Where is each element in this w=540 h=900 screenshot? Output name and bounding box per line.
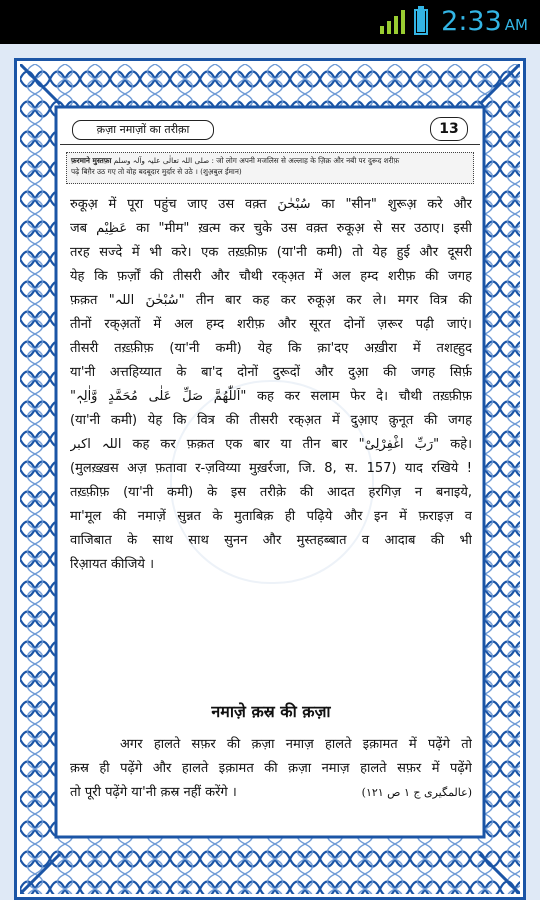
text-line: (मुलख़्ख़स अज़ फ़तावा र-ज़विय्या मुख़र्रजा, जि. 8, स. 157) याद रखिये ! <box>70 461 472 476</box>
text-line: तीसरी तख़्फ़ीफ़ (या'नी कमी) येह कि क़ा'दए अख़ीरा में तशह्हुद <box>70 341 472 356</box>
hadith-text: : जो लोग अपनी मजलिस से अल्लाह के ज़िक्र और नबी पर दुरूद शरीफ़ <box>211 156 400 165</box>
body-text <box>70 193 472 577</box>
text-line: जब عَظِیْم का "मीम" ख़त्म कर चुके उस वक़्त रुकूअ़ से सर उठाए। इसी <box>70 221 472 236</box>
signal-icon <box>379 10 405 34</box>
text-line-content: तो पूरी पढ़ेंगे या'नी क़स्र नहीं करेंगे । <box>70 785 237 800</box>
text-line: वाजिबात के साथ साथ सुनन और मुस्तहब्बात व आदाब की भी <box>70 533 472 548</box>
hadith-text-2: पढ़े बिग़ैर उठ गए तो वोह बदबूदार मुर्दार से उठे । (शुअ़बुल ईमान) <box>71 167 242 176</box>
text-line: या'नी अत्तहिय्यात के बा'द दोनों दुरूदों और दुआ़ की जगह सिर्फ़ <box>70 365 472 380</box>
body-text-2 <box>70 733 472 805</box>
clock: 2:33 AM <box>441 6 528 37</box>
hadith-arabic: صلی اللہ تعالٰی علیہ وآلہ وسلم <box>113 156 210 165</box>
page-title: क़ज़ा नमाज़ों का तरीक़ा <box>72 120 214 140</box>
reference-note: (عالمگیری ج ۱ ص ۱۲۱) <box>361 786 472 799</box>
text-line: रुकूअ़ में पूरा पहुंच जाए उस वक़्त سُبْحٰنَ का "सीन" शुरूअ़ करे और <box>70 197 472 212</box>
text-line: तरह सज्दे में भी करे। एक तख़्फ़ीफ़ (या'नी कमी) तो येह हुई और दूसरी <box>70 245 472 260</box>
hadith-lead: फ़रमाने मुस्तफ़ा <box>71 156 112 165</box>
text-line: तीनों रक्अ़तों में अल हम्द शरीफ़ और सूरत दोनों ज़रूर पढ़ी जाएं। <box>70 317 472 332</box>
hadith-box <box>66 152 474 184</box>
text-line <box>70 781 472 805</box>
text-line: तख़्फ़ीफ़ (या'नी कमी) के इस तरीक़े की आदत हरगिज़ न बनाइये, <box>70 485 472 500</box>
text-line: रिआ़यत कीजिये । <box>70 557 155 572</box>
text-line: येह कि फ़र्ज़ों की तीसरी और चौथी रक्अ़त में अल हम्द शरीफ़ की जगह <box>70 269 472 284</box>
text-line: (या'नी कमी) येह कि वित्र की तीसरी रक्अ़त में दुआ़ए क़ुनूत की जगह <box>70 413 472 428</box>
text-line: अगर हालते सफ़र की क़ज़ा नमाज़ हालते इक़ामत में पढ़ेंगे तो <box>120 737 472 752</box>
text-line: फ़क़त "سُبْحٰنَ اللہ" तीन बार कह कर रुकूअ़ कर ले। मगर वित्र की <box>70 293 472 308</box>
page-number: 13 <box>430 117 468 141</box>
text-line: "اَللّٰھُمَّ صَلِّ عَلٰی مُحَمَّدٍ وَّاٰلِہٖ" कह कर सलाम फेर दे। चौथी तख़्फ़ीफ़ <box>70 389 472 404</box>
header-divider <box>60 144 480 145</box>
text-line: क़स्र ही पढ़ेंगे और हालते इक़ामत की क़ज़ा नमाज़ हालते सफ़र में पढ़ेंगे <box>70 761 472 776</box>
battery-icon <box>414 9 428 35</box>
status-bar <box>0 0 540 44</box>
section-heading: नमाज़े क़स्र की क़ज़ा <box>211 702 331 721</box>
text-line: اللہ اکبر कह कर फ़क़त एक बार या तीन बार "رَبِّ اغْفِرْلِیْ" कहे। <box>70 437 472 452</box>
text-line: मा'मूल की नमाज़ें सुन्नत के मुताबिक़ ही पढ़िये और इन में फ़राइज़ व <box>70 509 472 524</box>
